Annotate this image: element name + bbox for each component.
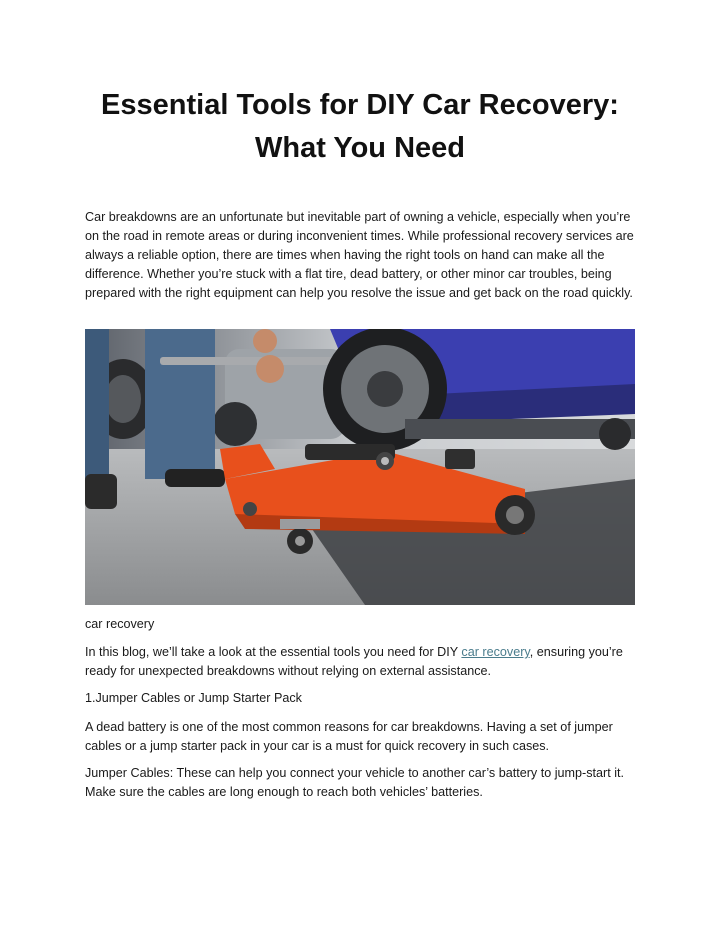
blog-text-before: In this blog, we’ll take a look at the essential tools you need for DIY [85, 645, 462, 659]
blog-text-after: , ensuring you’re ready for unexpected breakdowns without relying on external assistance. [85, 645, 623, 678]
page-title [60, 84, 660, 170]
section-heading-jumper-cables: 1.Jumper Cables or Jump Starter Pack [85, 691, 302, 705]
car-jack-photo [85, 329, 635, 605]
car-recovery-link[interactable]: car recovery [461, 645, 530, 659]
title-line-2: What You Need [255, 132, 465, 164]
jumper-cables-paragraph: Jumper Cables: These can help you connect your vehicle to another car’s battery to jump-start it. Make sure the cables are long enough to reach both vehicles’ batteries. [85, 766, 625, 799]
battery-paragraph: A dead battery is one of the most common reasons for car breakdowns. Having a set of jumper cables or a jump starter pack in your car is a must for quick recovery in such cases. [85, 720, 613, 753]
photo-caption: car recovery [85, 617, 155, 631]
intro-paragraph: Car breakdowns are an unfortunate but inevitable part of owning a vehicle, especially when you’re on the road in remote areas or during inconvenient times. While professional recovery services are always a reliable option, there are times when having the right tools on hand can make all the difference. Whether you’re stuck with a flat tire, dead battery, or other minor car troubles, being prepared with the right equipment can help you resolve the issue and get back on the road quickly. [85, 210, 634, 300]
title-line-1: Essential Tools for DIY Car Recovery: [101, 89, 619, 121]
blog-paragraph [85, 643, 637, 681]
